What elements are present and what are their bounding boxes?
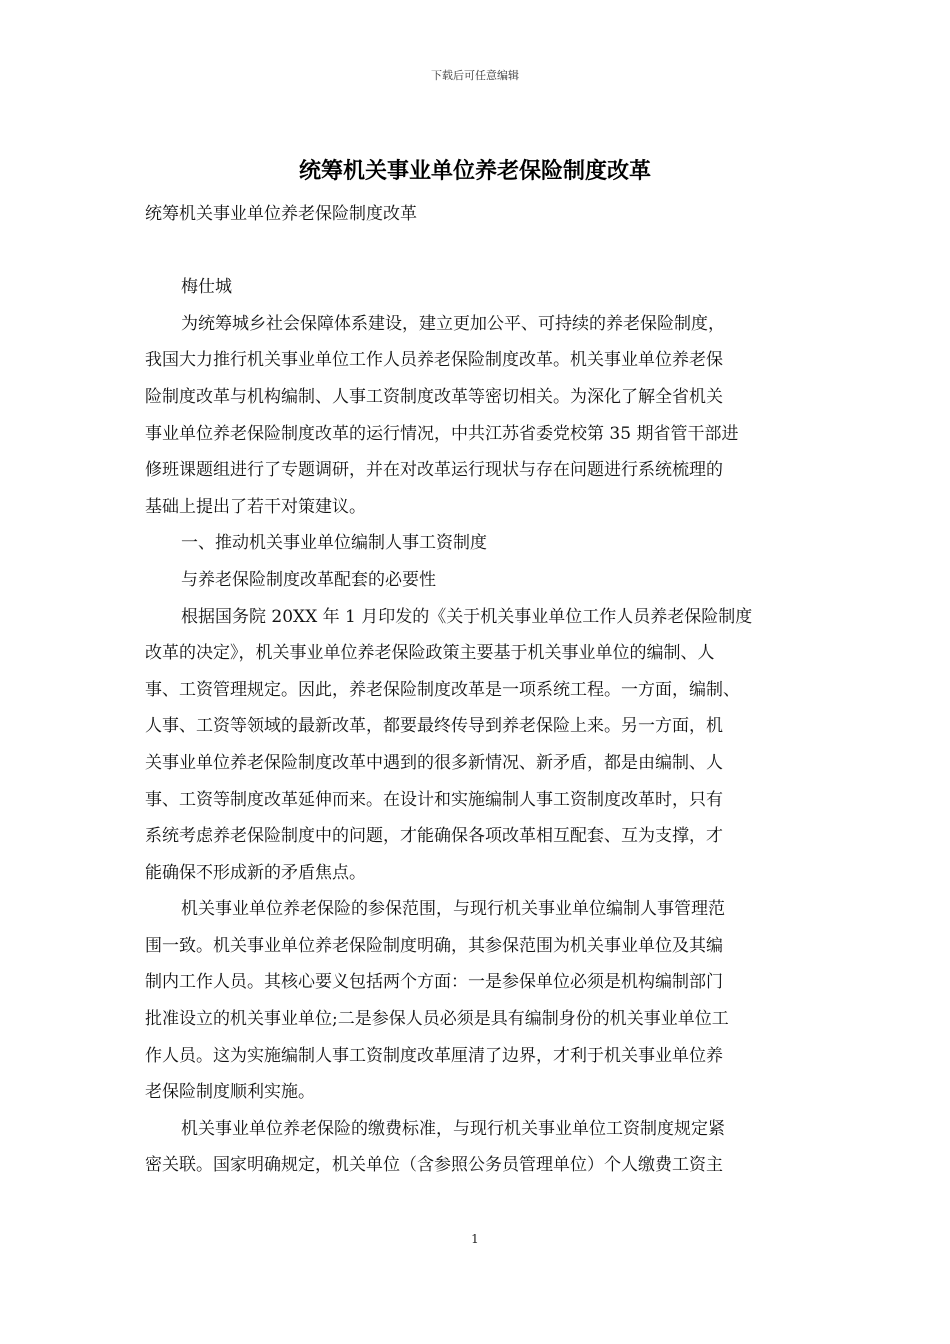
paragraph-line: 机关事业单位养老保险的参保范围，与现行机关事业单位编制人事管理范 [181,899,725,920]
blank-line [145,233,810,270]
paragraph-line: 险制度改革与机构编制、人事工资制度改革等密切相关。为深化了解全省机关 [145,386,723,407]
paragraph-line: 改革的决定》，机关事业单位养老保险政策主要基于机关事业单位的编制、人 [145,643,715,664]
paragraph-line: 制内工作人员。其核心要义包括两个方面：一是参保单位必须是机构编制部门 [145,972,723,993]
document-body [145,196,810,1184]
paragraph-line: 系统考虑养老保险制度中的问题，才能确保各项改革相互配套、互为支撑，才 [145,826,723,847]
paragraph-line: 根据国务院 20XX 年 1 月印发的《关于机关事业单位工作人员养老保险制度 [181,606,753,627]
paragraph-line: 人事、工资等领域的最新改革，都要最终传导到养老保险上来。另一方面，机 [145,716,723,737]
paragraph-line: 修班课题组进行了专题调研，并在对改革运行现状与存在问题进行系统梳理的 [145,460,723,481]
paragraph-line: 能确保不形成新的矛盾焦点。 [145,862,366,883]
paragraph-line: 基础上提出了若干对策建议。 [145,496,366,517]
page-number: 1 [471,1232,479,1246]
paragraph-line: 作人员。这为实施编制人事工资制度改革厘清了边界，才利于机关事业单位养 [145,1045,723,1066]
section-heading-line: 与养老保险制度改革配套的必要性 [181,569,436,590]
section-heading-line: 一、推动机关事业单位编制人事工资制度 [181,533,487,554]
paragraph-line: 机关事业单位养老保险的缴费标准，与现行机关事业单位工资制度规定紧 [181,1118,725,1139]
paragraph-line: 关事业单位养老保险制度改革中遇到的很多新情况、新矛盾，都是由编制、人 [145,752,723,773]
paragraph-line: 批准设立的机关事业单位;二是参保人员必须是具有编制身份的机关事业单位工 [145,1009,729,1030]
paragraph-line: 为统筹城乡社会保障体系建设，建立更加公平、可持续的养老保险制度， [181,313,725,334]
document-subtitle: 统筹机关事业单位养老保险制度改革 [145,204,417,224]
paragraph-line: 我国大力推行机关事业单位工作人员养老保险制度改革。机关事业单位养老保 [145,350,723,371]
header-note: 下载后可任意编辑 [431,69,519,82]
paragraph-line: 事业单位养老保险制度改革的运行情况，中共江苏省委党校第 35 期省管干部进 [145,423,739,444]
paragraph-line: 老保险制度顺利实施。 [145,1082,315,1103]
paragraph-line: 事、工资管理规定。因此，养老保险制度改革是一项系统工程。一方面，编制、 [145,679,740,700]
paragraph-line: 围一致。机关事业单位养老保险制度明确，其参保范围为机关事业单位及其编 [145,935,723,956]
author-line: 梅仕城 [181,277,232,298]
paragraph-line: 密关联。国家明确规定，机关单位（含参照公务员管理单位）个人缴费工资主 [145,1155,723,1176]
paragraph-line: 事、工资等制度改革延伸而来。在设计和实施编制人事工资制度改革时，只有 [145,789,723,810]
document-title: 统筹机关事业单位养老保险制度改革 [298,159,651,184]
